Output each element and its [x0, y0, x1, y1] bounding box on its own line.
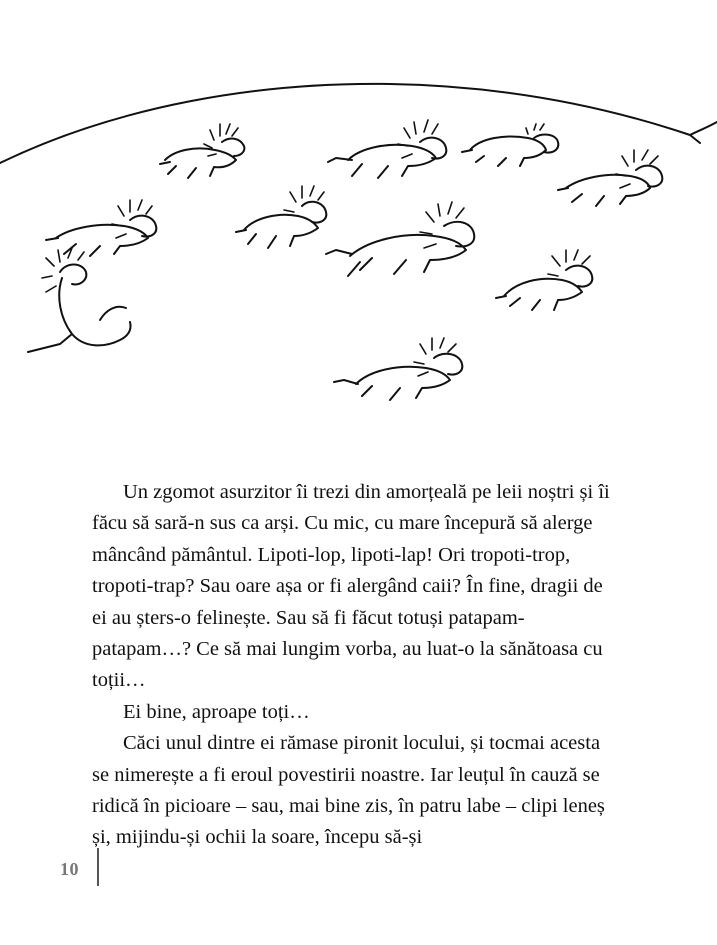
lion-drawing	[326, 202, 474, 276]
folio-divider	[97, 848, 99, 886]
lion-drawing	[462, 124, 558, 166]
lion-drawing	[46, 200, 156, 256]
page-number: 10	[60, 859, 79, 879]
folio	[0, 848, 120, 888]
lion-drawing	[496, 250, 592, 310]
lion-drawing	[328, 120, 446, 178]
lion-drawing	[334, 338, 462, 400]
lion-drawing	[558, 150, 662, 206]
lions-illustration	[0, 0, 717, 430]
hill-horizon-line	[0, 84, 717, 163]
story-text	[92, 477, 616, 854]
paragraph: Ei bine, aproape toți…	[123, 700, 310, 723]
lion-drawing	[160, 124, 244, 178]
lion-drawing	[236, 186, 326, 248]
paragraph: Un zgomot asurzitor îi trezi din amorțeală pe leii noștri și îi făcu să sară-n sus ca arși. Cu mic, cu mare începură să alerge mâncând pământul. Lipoti-lop, lipoti-lap! Ori tropoti-trop, tropoti-trap? Sau oare așa or fi alergând caii? În fine, dragii de ei au șters-o felinește. Sau să fi făcut totuși patapam-patapam…? Ce să mai lungim vorba, au luat-o la sănătoasa cu toții…	[92, 481, 610, 692]
lion-drawing	[28, 248, 131, 352]
paragraph: Căci unul dintre ei rămase pironit locului, și tocmai acesta se nimerește a fi eroul povestirii noastre. Iar leuțul în cauză se ridică în picioare – sau, mai bine zis, în patru labe – clipi leneș și, mijindu-și ochii la soare, începu să-și	[92, 732, 605, 849]
